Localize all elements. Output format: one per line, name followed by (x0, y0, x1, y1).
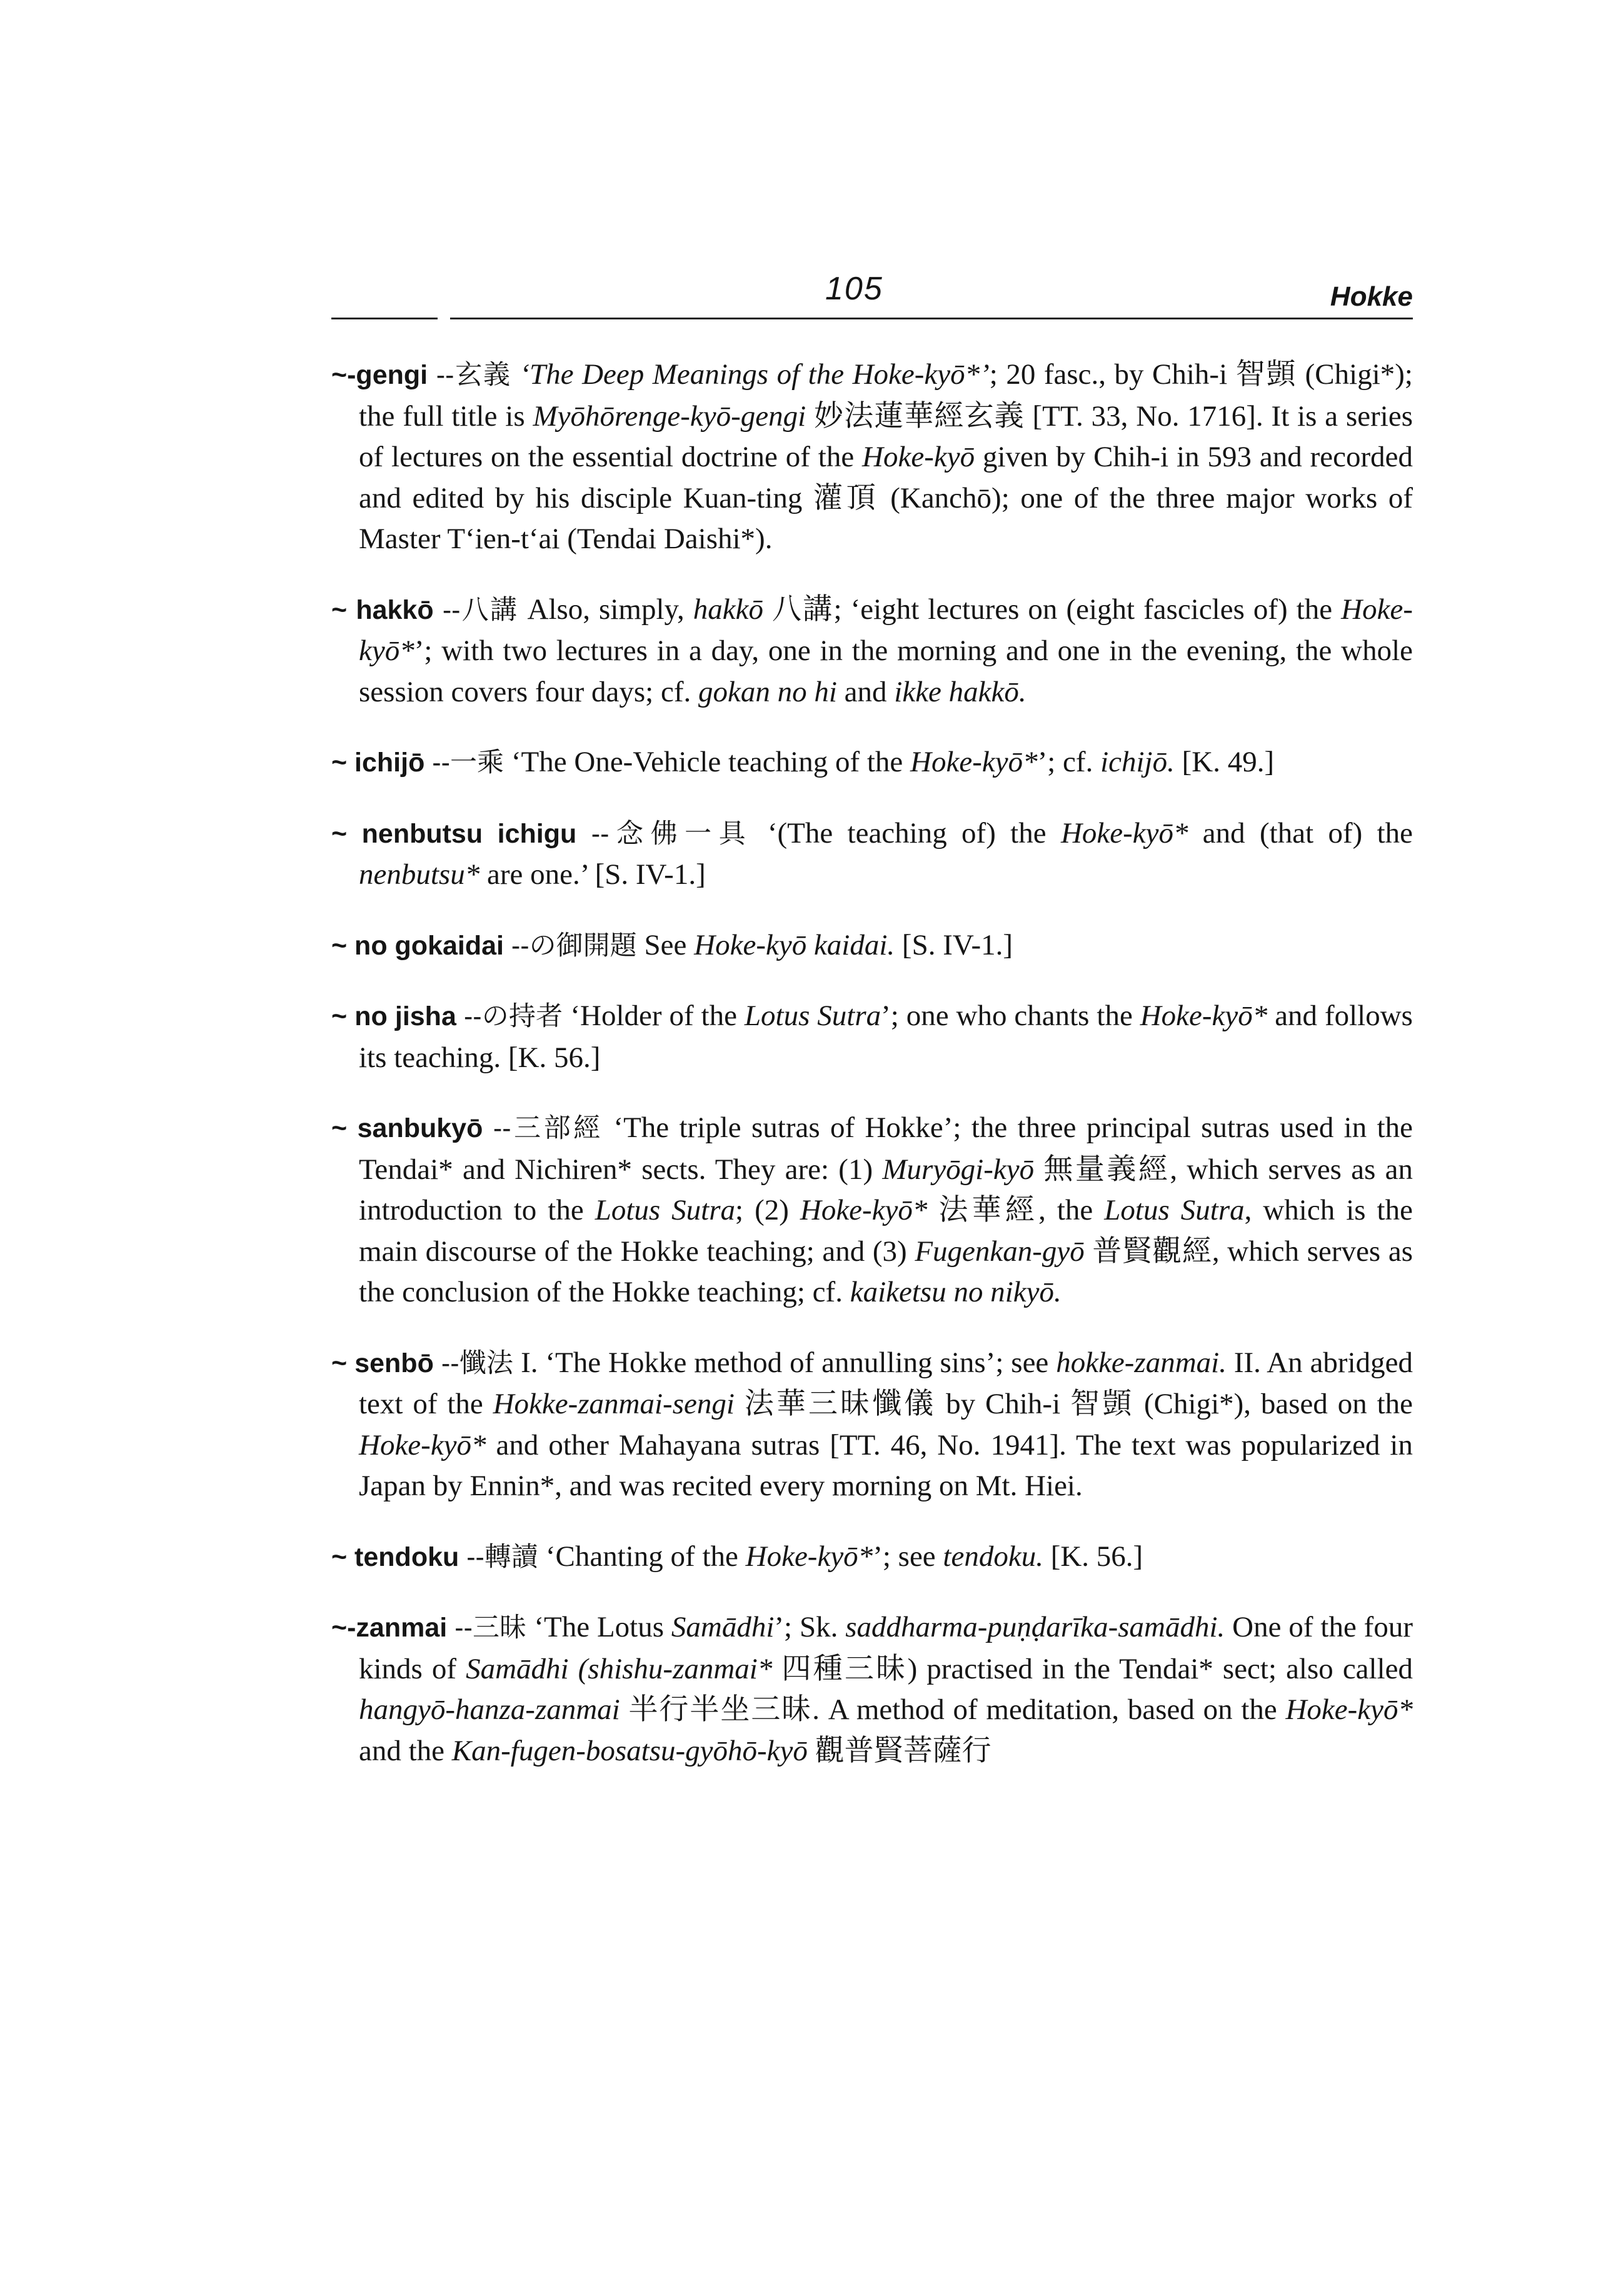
entry-text-italic: Lotus Sutra (744, 1000, 881, 1032)
header-rule (331, 318, 438, 319)
entry-text: 無量義經, which serves as an introduction to the (359, 1153, 1413, 1226)
dictionary-entry (331, 813, 1413, 896)
entry-text: ‘The triple sutras of Hokke’; the three principal sutras used in the Tendai* and Nichiren* sects. They are: (1) (359, 1111, 1413, 1186)
entry-text: and (that of) the (1188, 816, 1413, 850)
entry-japanese-form: --の持者 (456, 1001, 571, 1031)
dictionary-page (331, 263, 1413, 1787)
entry-text-italic: Samādhi (shishu-zanmai* (466, 1652, 773, 1685)
entry-japanese-form: --轉讀 (459, 1542, 546, 1572)
entry-text-italic: Hoke-kyō* (1285, 1693, 1413, 1726)
dictionary-entry (331, 1607, 1413, 1772)
entry-headword: ~ no gokaidai (331, 930, 504, 961)
entry-text: See (644, 928, 695, 961)
entry-text: ; (2) (735, 1194, 800, 1226)
entry-text: One of the four kinds of (359, 1611, 1413, 1685)
entry-text: 妙法蓮華經玄義 [TT. 33, No. 1716]. It is a series of lectures on the essential doctrine of the (359, 399, 1413, 473)
dictionary-entry (331, 1108, 1413, 1313)
entry-text: and (836, 675, 895, 708)
entry-japanese-form: --八講 (433, 594, 528, 625)
entry-text: 普賢觀經, which serves as the conclusion of the Hokke teaching; cf. (359, 1235, 1413, 1308)
entry-text: and follows its teaching. [K. 56.] (359, 1000, 1413, 1074)
entry-text: ‘The One-Vehicle teaching of the (511, 746, 911, 778)
entry-text-italic: kaiketsu no nikyō. (850, 1276, 1061, 1308)
entry-text-italic: Hoke-kyō* (1140, 1000, 1268, 1032)
entry-headword: ~ tendoku (331, 1542, 459, 1572)
entry-text-italic: gokan no hi (698, 675, 837, 708)
entry-text: are one.’ [S. IV-1.] (479, 858, 706, 891)
entry-text: 半行半坐三昧. A method of meditation, based on the (620, 1693, 1286, 1726)
entry-text: ‘Chanting of the (545, 1540, 746, 1573)
entry-text: Also, simply, (527, 593, 693, 626)
entry-text: 觀普賢菩薩行 (807, 1734, 991, 1767)
entry-text: ’; one who chants the (881, 1000, 1140, 1032)
entry-text-italic: Muryōgi-kyō (882, 1153, 1035, 1186)
entry-text: ; 20 fasc., by Chih-i 智顗 (Chigi*); the full title is (359, 358, 1413, 433)
entry-headword: ~ ichijō (331, 748, 425, 778)
entry-text-italic: Lotus Sutra (595, 1194, 736, 1226)
dictionary-entry (331, 1343, 1413, 1507)
entry-text: 八講; ‘eight lectures on (eight fascicles of) the (763, 593, 1342, 626)
entry-text: , which is the main discourse of the Hokke teaching; and (3) (359, 1194, 1413, 1268)
entry-text: 法華經, the (927, 1194, 1105, 1226)
entry-text-italic: Hoke-kyō* (745, 1540, 873, 1573)
entry-text: ‘(The teaching of) the (767, 816, 1061, 850)
entry-text-italic: Hoke-kyō* (800, 1194, 928, 1226)
entry-headword: ~ no jisha (331, 1001, 456, 1031)
entry-text-italic: tendoku. (943, 1540, 1043, 1573)
dictionary-entry (331, 589, 1413, 713)
entry-headword: ~ hakkō (331, 594, 434, 625)
entry-japanese-form: --懺法 (433, 1348, 521, 1378)
entry-text-italic: Samādhi (671, 1611, 775, 1643)
entry-text: ’; Sk. (774, 1611, 846, 1643)
entry-japanese-form: --三昧 (447, 1613, 534, 1643)
entry-japanese-form: --三部經 (483, 1113, 614, 1143)
entry-text: given by Chih-i in 593 and recorded and edited by his disciple Kuan-ting 灌頂 (Kanchō); one of the three major works of Master T‘ien-t‘ai (Tendai Daishi*). (359, 441, 1413, 555)
entry-text: ‘The Lotus (534, 1611, 671, 1643)
entry-text: and the (359, 1734, 452, 1767)
entry-text-italic: Fugenkan-gyō (915, 1235, 1085, 1268)
page-number: 105 (825, 271, 883, 307)
entry-headword: ~-zanmai (331, 1613, 448, 1643)
entry-text: ’; with two lectures in a day, one in the morning and one in the evening, the whole session covers four days; cf. (359, 634, 1413, 708)
entry-text: I. ‘The Hokke method of annulling sins’; see (521, 1346, 1056, 1379)
entry-text: 法華三昧懺儀 by Chih-i 智顗 (Chigi*), based on the (734, 1388, 1413, 1420)
entry-text-italic: nenbutsu* (359, 858, 480, 891)
entry-text: ’; cf. (1037, 746, 1101, 778)
dictionary-entry (331, 925, 1413, 967)
dictionary-entry (331, 996, 1413, 1078)
entry-text: 四種三昧) practised in the Tendai* sect; also called (772, 1652, 1413, 1685)
entry-text-italic: Myōhōrenge-kyō-gengi (533, 399, 806, 433)
entry-text-italic: ikke hakkō. (894, 675, 1026, 708)
entry-text: [K. 49.] (1174, 746, 1275, 778)
entry-headword: ~-gengi (331, 360, 428, 390)
entry-text-italic: Hoke-kyō (862, 441, 975, 473)
entry-text: II. An abridged text of the (359, 1346, 1413, 1420)
entry-text-italic: Hoke-kyō* (910, 746, 1038, 778)
entry-text-italic: hakkō (693, 593, 763, 626)
entry-text-italic: ichijō. (1100, 746, 1175, 778)
entry-text-italic: hokke-zanmai. (1056, 1346, 1227, 1379)
entry-text: ’; see (873, 1540, 943, 1573)
entry-japanese-form: --の御開題 (503, 930, 645, 961)
entry-japanese-form: --念佛一具 (576, 818, 768, 849)
dictionary-entry (331, 1537, 1413, 1578)
entry-headword: ~ sanbukyō (331, 1113, 483, 1143)
entry-list (331, 354, 1413, 1772)
entry-text-italic: Kan-fugen-bosatsu-gyōhō-kyō (451, 1734, 808, 1767)
entry-text-italic: Hoke-kyō* (359, 1428, 486, 1461)
dictionary-entry (331, 742, 1413, 784)
entry-japanese-form: --一乘 (424, 748, 511, 778)
entry-text-italic: Hoke-kyō kaidai. (694, 928, 895, 961)
entry-text: and other Mahayana sutras [TT. 46, No. 1941]. The text was popularized in Japan by Ennin*, and was recited every morning on Mt. Hiei. (359, 1428, 1413, 1502)
entry-text-italic: Hokke-zanmai-sengi (493, 1388, 735, 1420)
running-head: Hokke (1330, 281, 1413, 312)
entry-text-italic: Hoke-kyō* (1060, 816, 1188, 850)
entry-headword: ~ nenbutsu ichigu (331, 818, 577, 849)
entry-japanese-form: --玄義 (428, 360, 520, 390)
entry-text-italic: hangyō-hanza-zanmai (359, 1693, 620, 1726)
entry-text: [K. 56.] (1043, 1540, 1143, 1573)
header-rule (450, 318, 1413, 319)
entry-text-italic: ‘The Deep Meanings of the Hoke-kyō*’ (519, 358, 990, 391)
entry-text: ‘Holder of the (570, 1000, 745, 1032)
dictionary-entry (331, 354, 1413, 560)
entry-text-italic: Lotus Sutra (1104, 1194, 1245, 1226)
page-header (331, 263, 1413, 325)
entry-headword: ~ senbō (331, 1348, 434, 1378)
entry-text-italic: Hoke-kyō* (359, 593, 1413, 667)
entry-text-italic: saddharma-puṇḍarīka-samādhi. (845, 1611, 1225, 1643)
entry-text: [S. IV-1.] (895, 928, 1013, 961)
